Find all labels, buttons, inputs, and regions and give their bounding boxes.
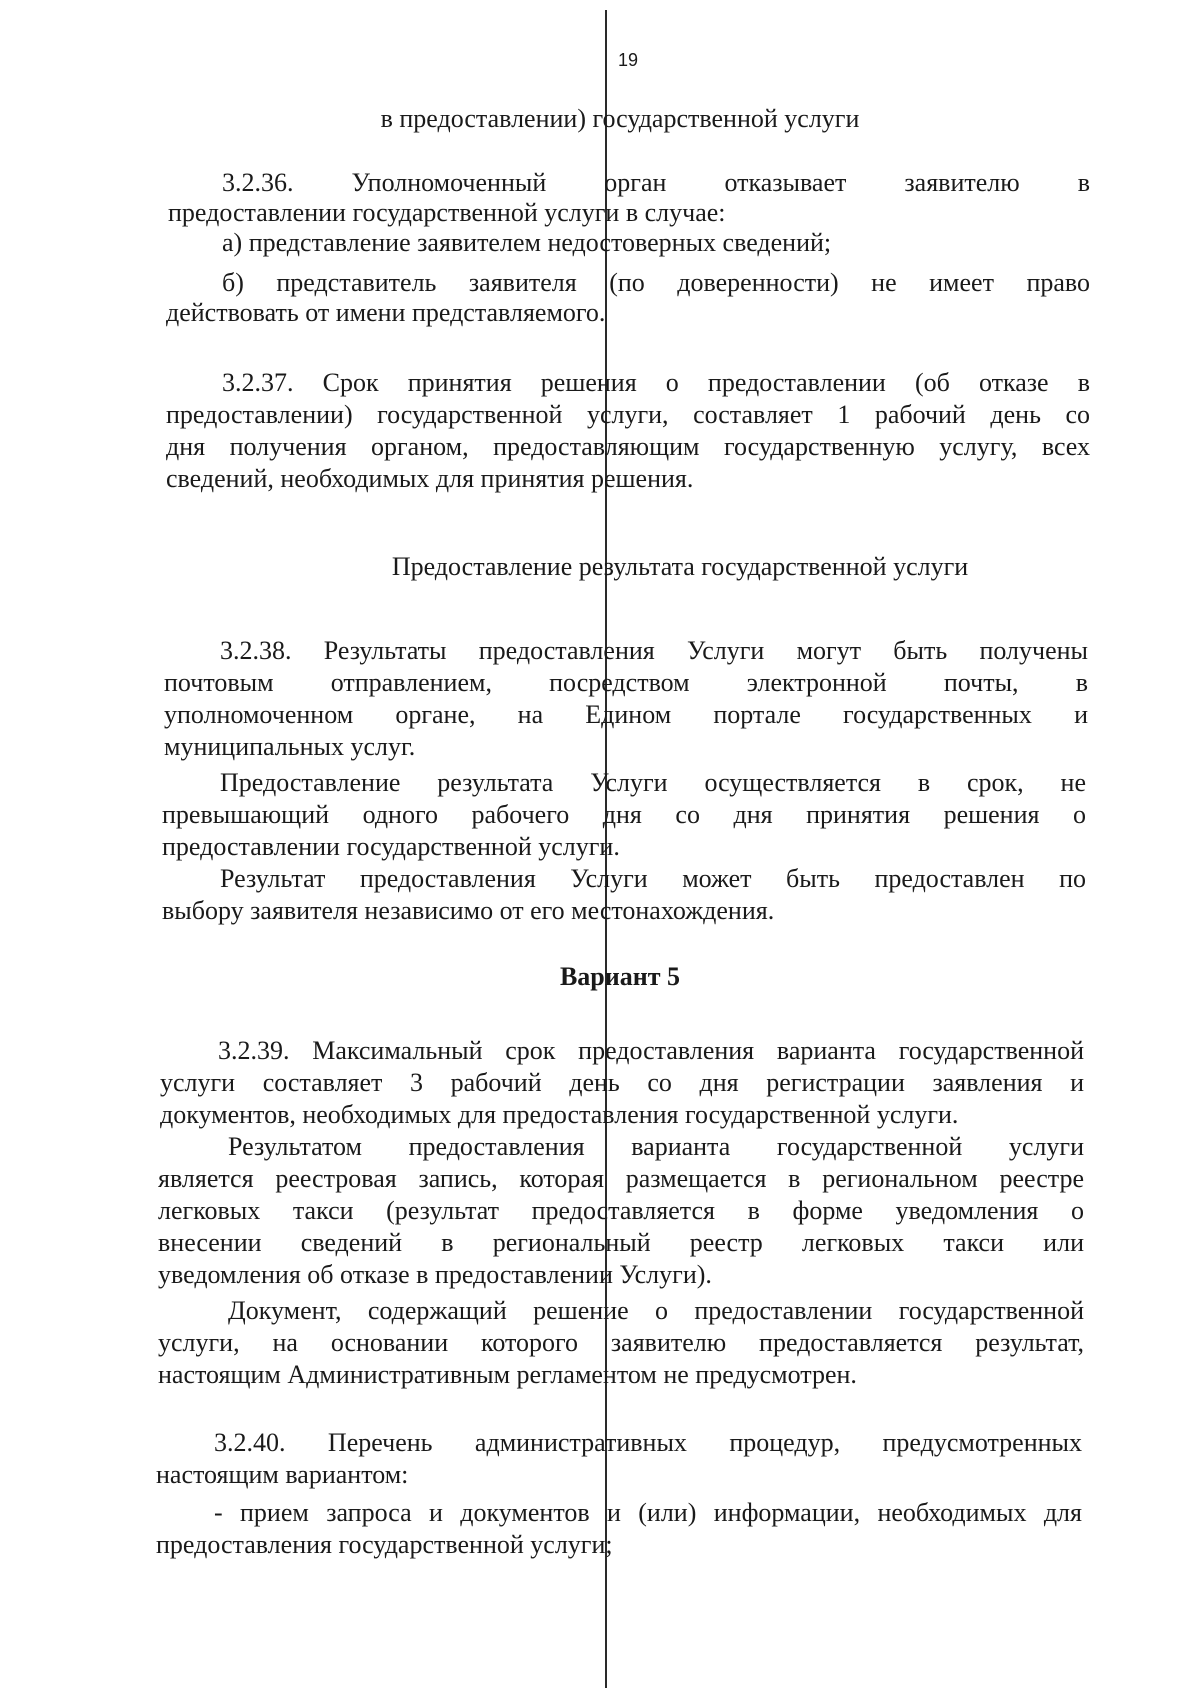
heading-continuation: в предоставлении) государственной услуги	[380, 104, 860, 133]
paragraph-result-choice-line-2: выбору заявителя независимо от его местонахождения.	[162, 896, 775, 925]
paragraph-result-record-line-1: Результатом предоставления варианта государственной услуги	[228, 1132, 1084, 1161]
paragraph-3-2-38-line-3: уполномоченном органе, на Едином портале государственных и	[164, 700, 1088, 729]
list-item-b-line-1: б) представитель заявителя (по доверенности) не имеет право	[222, 268, 1090, 297]
paragraph-result-record-line-3: легковых такси (результат предоставляется в форме уведомления о	[158, 1196, 1084, 1225]
paragraph-3-2-37-line-4: сведений, необходимых для принятия решения.	[166, 464, 694, 493]
procedure-item-1-line-2: предоставления государственной услуги;	[156, 1530, 613, 1559]
paragraph-3-2-37-line-1: 3.2.37. Срок принятия решения о предоставлении (об отказе в	[222, 368, 1090, 397]
list-item-a: а) представление заявителем недостоверных сведений;	[222, 228, 832, 257]
paragraph-3-2-40-line-2: настоящим вариантом:	[156, 1460, 409, 1489]
section-title-result: Предоставление результата государственной услуги	[391, 552, 969, 581]
paragraph-3-2-37-line-2: предоставлении) государственной услуги, составляет 1 рабочий день со	[166, 400, 1090, 429]
paragraph-3-2-37-line-3: дня получения органом, предоставляющим государственную услугу, всех	[166, 432, 1090, 461]
page-number: 19	[618, 50, 639, 70]
procedure-item-1-line-1: - прием запроса и документов и (или) информации, необходимых для	[214, 1498, 1082, 1527]
paragraph-3-2-38-line-4: муниципальных услуг.	[164, 732, 416, 761]
paragraph-3-2-39-line-3: документов, необходимых для предоставления государственной услуги.	[160, 1100, 959, 1129]
paragraph-3-2-38-line-1: 3.2.38. Результаты предоставления Услуги могут быть получены	[220, 636, 1088, 665]
paragraph-3-2-40-line-1: 3.2.40. Перечень административных процедур, предусмотренных	[214, 1428, 1082, 1457]
paragraph-document-line-2: услуги, на основании которого заявителю предоставляется результат,	[158, 1328, 1084, 1357]
paragraph-result-term-line-1: Предоставление результата Услуги осуществляется в срок, не	[220, 768, 1086, 797]
paragraph-3-2-39-line-2: услуги составляет 3 рабочий день со дня регистрации заявления и	[160, 1068, 1084, 1097]
paragraph-result-term-line-2: превышающий одного рабочего дня со дня принятия решения о	[162, 800, 1086, 829]
paragraph-result-term-line-3: предоставлении государственной услуги.	[162, 832, 620, 861]
list-item-b-line-2: действовать от имени представляемого.	[166, 298, 606, 327]
paragraph-3-2-36-line-2: предоставлении государственной услуги в случае:	[168, 198, 726, 227]
paragraph-result-record-line-2: является реестровая запись, которая размещается в региональном реестре	[158, 1164, 1084, 1193]
paragraph-result-record-line-4: внесении сведений в региональный реестр легковых такси или	[158, 1228, 1084, 1257]
paragraph-document-line-3: настоящим Административным регламентом не предусмотрен.	[158, 1360, 857, 1389]
paragraph-3-2-39-line-1: 3.2.39. Максимальный срок предоставления варианта государственной	[218, 1036, 1084, 1065]
paragraph-3-2-36-line-1: 3.2.36. Уполномоченный орган отказывает заявителю в	[222, 168, 1090, 197]
paragraph-result-choice-line-1: Результат предоставления Услуги может быть предоставлен по	[220, 864, 1086, 893]
variant-title: Вариант 5	[559, 962, 681, 991]
paragraph-result-record-line-5: уведомления об отказе в предоставлении Услуги).	[158, 1260, 712, 1289]
paragraph-document-line-1: Документ, содержащий решение о предоставлении государственной	[228, 1296, 1084, 1325]
paragraph-3-2-38-line-2: почтовым отправлением, посредством электронной почты, в	[164, 668, 1088, 697]
